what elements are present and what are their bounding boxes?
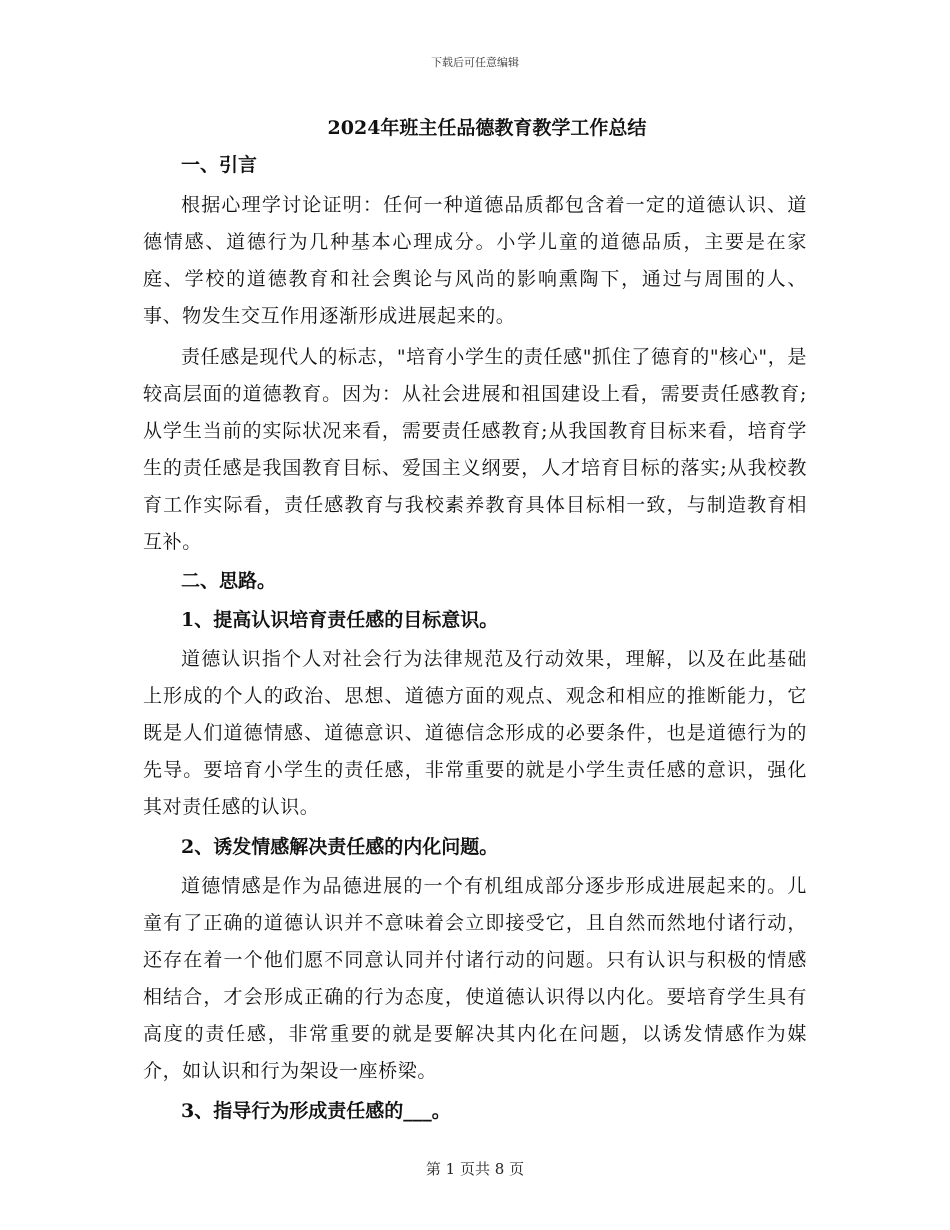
subheading-2: 2、诱发情感解决责任感的内化问题。 — [181, 836, 499, 858]
subheading-3: 3、指导行为形成责任感的___。 — [181, 1100, 451, 1122]
document-body — [143, 113, 807, 1132]
page-header-note: 下载后可任意编辑 — [431, 56, 519, 69]
paragraph-responsibility: 责任感是现代人的标志，"培育小学生的责任感"抓住了德育的"核心"，是较高层面的道德教育。因为：从社会进展和祖国建设上看，需要责任感教育;从学生当前的实际状况来看，需要责任感教育;从我国教育目标来看，培育学生的责任感是我国教育目标、爱国主义纲要，人才培育目标的落实;从我校教育工作实际看，责任感教育与我校素养教育具体目标相一致，与制造教育相互补。 — [143, 346, 807, 553]
subheading-1: 1、提高认识培育责任感的目标意识。 — [181, 609, 499, 631]
section-heading-introduction: 一、引言 — [181, 154, 258, 176]
paragraph-moral-emotion: 道德情感是作为品德进展的一个有机组成部分逐步形成进展起来的。儿童有了正确的道德认识并不意味着会立即接受它，且自然而然地付诸行动，还存在着一个他们愿不同意认同并付诸行动的问题。只有认识与积极的情感相结合，才会形成正确的行为态度，使道德认识得以内化。要培育学生具有高度的责任感，非常重要的就是要解决其内化在问题，以诱发情感作为媒介，如认识和行为架设一座桥梁。 — [143, 875, 807, 1082]
page-footer-number: 第 1 页共 8 页 — [425, 1160, 525, 1178]
document-title: 2024年班主任品德教育教学工作总结 — [327, 117, 647, 139]
paragraph-psychology-research: 根据心理学讨论证明：任何一种道德品质都包含着一定的道德认识、道德情感、道德行为几种基本心理成分。小学儿童的道德品质，主要是在家庭、学校的道德教育和社会舆论与风尚的影响熏陶下，通过与周围的人、事、物发生交互作用逐渐形成进展起来的。 — [143, 194, 807, 327]
paragraph-moral-cognition: 道德认识指个人对社会行为法律规范及行动效果，理解，以及在此基础上形成的个人的政治、思想、道德方面的观点、观念和相应的推断能力，它既是人们道德情感、道德意识、道德信念形成的必要条件，也是道德行为的先导。要培育小学生的责任感，非常重要的就是小学生责任感的意识，强化其对责任感的认识。 — [143, 648, 807, 818]
section-heading-approach: 二、思路。 — [181, 570, 277, 592]
